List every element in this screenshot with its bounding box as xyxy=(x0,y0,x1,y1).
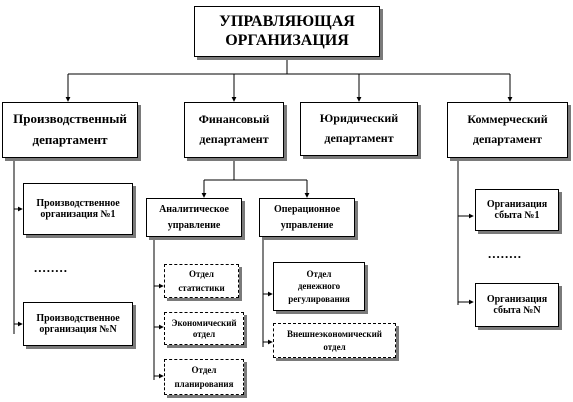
economic-dept-box xyxy=(164,312,244,345)
economic-dept-line2: отдел xyxy=(192,328,216,339)
monetary-regulation-dept-box xyxy=(273,262,365,311)
analytic-directorate-line1: Аналитическое xyxy=(159,204,229,215)
analytic-directorate-line2: управление xyxy=(167,219,221,231)
commercial-department-line2: департамент xyxy=(472,132,543,146)
finance-department-box xyxy=(184,102,284,158)
sales-unit-n-line1: Организация xyxy=(486,293,548,305)
sales-unit-1-line1: Организация xyxy=(486,198,548,210)
sales-unit-1-line2: сбыта №1 xyxy=(494,210,540,221)
operational-directorate-line2: управление xyxy=(280,219,334,231)
sales-unit-1-box xyxy=(475,189,559,231)
analytic-directorate-box xyxy=(146,198,242,237)
sales-ellipsis: ........ xyxy=(488,246,522,261)
foreign-economic-dept-line1: Внешнеэкономический xyxy=(287,328,382,339)
planning-dept-box xyxy=(164,359,244,395)
monetary-regulation-dept-line2: денежного xyxy=(297,281,341,292)
production-department-box xyxy=(2,102,138,158)
monetary-regulation-dept-line1: Отдел xyxy=(306,268,332,279)
production-unit-n-line1: Производственное xyxy=(36,312,120,324)
monetary-regulation-dept-line3: регулирования xyxy=(288,293,350,304)
operational-directorate-line1: Операционное xyxy=(273,204,341,215)
production-ellipsis: ........ xyxy=(34,260,68,275)
production-department-line2: департамент xyxy=(32,132,108,147)
sales-unit-n-box xyxy=(475,283,559,327)
finance-department-line1: Финансовый xyxy=(198,112,270,127)
production-unit-1-line2: организация №1 xyxy=(40,209,116,220)
top-title-line2: ОРГАНИЗАЦИЯ xyxy=(225,31,349,49)
production-unit-1-line1: Производственное xyxy=(36,197,120,209)
planning-dept-line1: Отдел xyxy=(191,365,217,376)
statistics-dept-box xyxy=(164,264,239,298)
management-organization-box xyxy=(194,6,380,57)
operational-directorate-box xyxy=(259,198,355,237)
production-unit-1-box xyxy=(23,183,133,235)
planning-dept-line2: планирования xyxy=(174,378,234,389)
statistics-dept-line1: Отдел xyxy=(189,269,214,280)
foreign-economic-dept-line2: отдел xyxy=(323,342,346,352)
sales-unit-n-line2: сбыта №N xyxy=(493,305,541,316)
top-title-line1: УПРАВЛЯЮЩАЯ xyxy=(219,13,355,31)
production-department-line1: Производственный xyxy=(13,111,127,127)
foreign-economic-dept-box xyxy=(273,323,396,358)
legal-department-box xyxy=(300,102,418,156)
production-unit-n-box xyxy=(23,302,133,346)
finance-department-line2: департамент xyxy=(199,132,269,146)
economic-dept-line1: Экономический xyxy=(171,318,237,329)
statistics-dept-line2: статистики xyxy=(178,282,225,293)
commercial-department-box xyxy=(447,102,568,158)
production-unit-n-line2: организация №N xyxy=(39,324,117,335)
commercial-department-line1: Коммерческий xyxy=(467,112,548,127)
legal-department-line2: департамент xyxy=(324,131,394,145)
legal-department-line1: Юридический xyxy=(319,111,399,126)
